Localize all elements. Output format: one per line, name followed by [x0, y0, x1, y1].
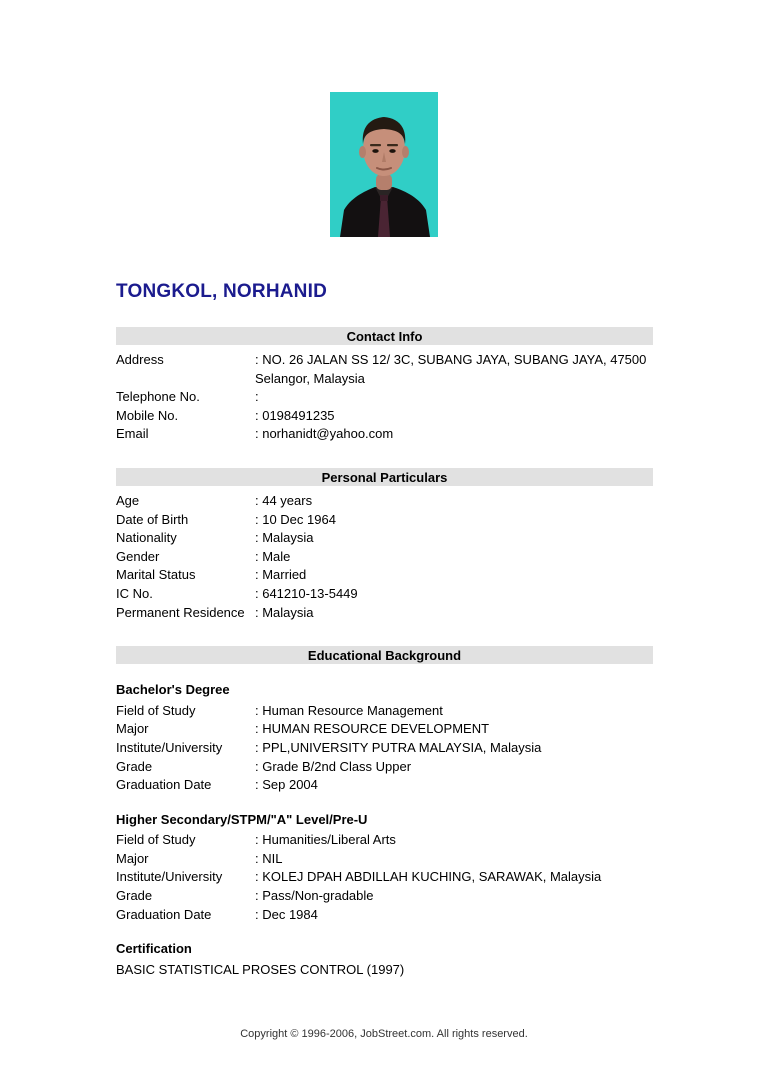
- certification-heading: Certification: [116, 941, 192, 957]
- field-value: : Grade B/2nd Class Upper: [255, 758, 412, 774]
- field-label: Nationality: [116, 530, 177, 546]
- education-row: [116, 831, 653, 850]
- field-label: Address: [116, 352, 164, 367]
- field-value: : 0198491235: [255, 407, 335, 423]
- field-label: Graduation Date: [116, 906, 212, 922]
- field-value: : NO. 26 JALAN SS 12/ 3C, SUBANG JAYA, SUBANG JAYA, 47500 Selangor, Malaysia: [255, 352, 647, 386]
- field-label: Email: [116, 426, 149, 442]
- field-label: Gender: [116, 548, 160, 564]
- field-label: Major: [116, 850, 149, 866]
- education-row: [116, 776, 653, 795]
- field-label: Marital Status: [116, 567, 196, 583]
- person-name: TONGKOL, NORHANID: [116, 281, 327, 302]
- field-label: Grade: [116, 888, 153, 904]
- field-value: : HUMAN RESOURCE DEVELOPMENT: [255, 721, 490, 737]
- field-value: : Married: [255, 567, 307, 583]
- field-label: Date of Birth: [116, 511, 189, 527]
- field-label: Institute/University: [116, 869, 223, 885]
- field-value: : 641210-13-5449: [255, 585, 358, 601]
- degree-heading-higher-secondary: Higher Secondary/STPM/"A" Level/Pre-U: [116, 811, 368, 827]
- field-value: : Sep 2004: [255, 777, 318, 793]
- personal-row-age: [116, 492, 653, 511]
- contact-section-title: Contact Info: [116, 327, 653, 345]
- field-value: :: [255, 389, 259, 405]
- field-label: Age: [116, 492, 140, 508]
- copyright-footer: Copyright © 1996-2006, JobStreet.com. All rights reserved.: [240, 1028, 528, 1040]
- personal-row-marital: [116, 566, 653, 585]
- personal-row-nationality: [116, 529, 653, 548]
- education-row: [116, 868, 653, 887]
- field-value: : Male: [255, 548, 291, 564]
- resume-content: [116, 281, 653, 979]
- field-label: Field of Study: [116, 832, 196, 848]
- contact-row-telephone: [116, 388, 653, 407]
- education-row: [116, 906, 653, 925]
- portrait-photo: [330, 92, 438, 237]
- field-label: Graduation Date: [116, 777, 212, 793]
- field-value: : Malaysia: [255, 604, 314, 620]
- education-section: [116, 646, 653, 979]
- field-value: : Pass/Non-gradable: [255, 888, 374, 904]
- personal-row-residence: [116, 604, 653, 623]
- field-label: Grade: [116, 758, 153, 774]
- field-value: : Human Resource Management: [255, 702, 443, 718]
- education-row: [116, 850, 653, 869]
- field-label: Major: [116, 721, 149, 737]
- education-row: [116, 720, 653, 739]
- certification-item: BASIC STATISTICAL PROSES CONTROL (1997): [116, 961, 405, 977]
- education-row: [116, 702, 653, 721]
- personal-section-title: Personal Particulars: [116, 468, 653, 486]
- field-label: Telephone No.: [116, 389, 200, 405]
- photo-container: [0, 0, 768, 242]
- education-row: [116, 758, 653, 777]
- field-value: : KOLEJ DPAH ABDILLAH KUCHING, SARAWAK, Malaysia: [255, 869, 602, 885]
- field-label: Mobile No.: [116, 407, 179, 423]
- personal-section: [116, 468, 653, 622]
- education-row: [116, 739, 653, 758]
- field-value: : NIL: [255, 850, 283, 866]
- contact-row-mobile: [116, 407, 653, 426]
- field-value: : 44 years: [255, 492, 313, 508]
- contact-section: [116, 327, 653, 444]
- field-value: : Humanities/Liberal Arts: [255, 832, 396, 848]
- field-value: : PPL,UNIVERSITY PUTRA MALAYSIA, Malaysia: [255, 739, 542, 755]
- field-label: Field of Study: [116, 702, 196, 718]
- field-value: : 10 Dec 1964: [255, 511, 336, 527]
- personal-row-dob: [116, 511, 653, 530]
- degree-heading-bachelors: Bachelor's Degree: [116, 682, 230, 698]
- field-value: : Dec 1984: [255, 906, 318, 922]
- field-label: IC No.: [116, 585, 153, 601]
- education-section-title: Educational Background: [116, 646, 653, 664]
- education-row: [116, 887, 653, 906]
- personal-row-ic: [116, 585, 653, 604]
- contact-row-address: [116, 351, 653, 388]
- field-label: Permanent Residence: [116, 604, 245, 620]
- field-value: : Malaysia: [255, 530, 314, 546]
- personal-row-gender: [116, 548, 653, 567]
- contact-row-email: [116, 425, 653, 444]
- field-label: Institute/University: [116, 739, 223, 755]
- field-value: : norhanidt@yahoo.com: [255, 426, 394, 442]
